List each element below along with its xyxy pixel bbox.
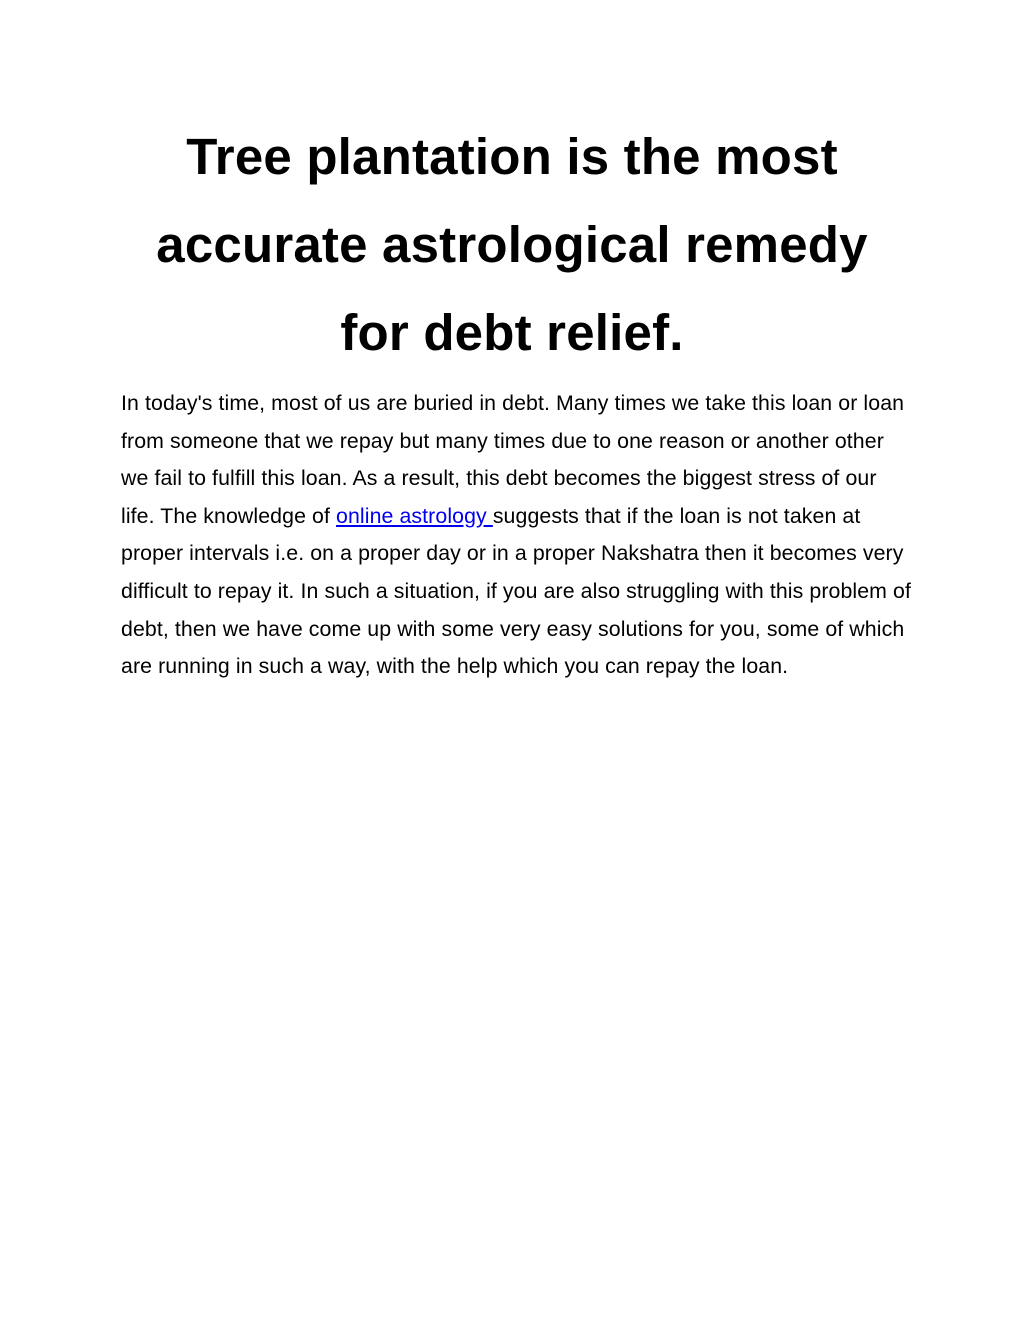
- body-paragraph: [121, 385, 911, 686]
- title-line-2: accurate astrological remedy: [156, 216, 868, 273]
- paragraph-text-after-link: suggests that if the loan is not taken at proper intervals i.e. on a proper day or in a proper Nakshatra then it becomes very difficult to repay it. In such a situation, if you are also struggling with this problem of debt, then we have come up with some very easy solutions for you, some of which are running in such a way, with the help which you can repay the loan.: [121, 503, 911, 679]
- paragraph-text-before-link: In today's time, most of us are buried in debt. Many times we take this loan or loan from someone that we repay but many times due to one reason or another other we fail to fulfill this loan. As a result, this debt becomes the biggest stress of our life. The knowledge of: [121, 391, 905, 528]
- online-astrology-link[interactable]: online astrology: [336, 503, 493, 528]
- title-line-3: for debt relief.: [340, 304, 684, 361]
- title-line-1: Tree plantation is the most: [186, 128, 838, 185]
- page-title: [120, 113, 904, 377]
